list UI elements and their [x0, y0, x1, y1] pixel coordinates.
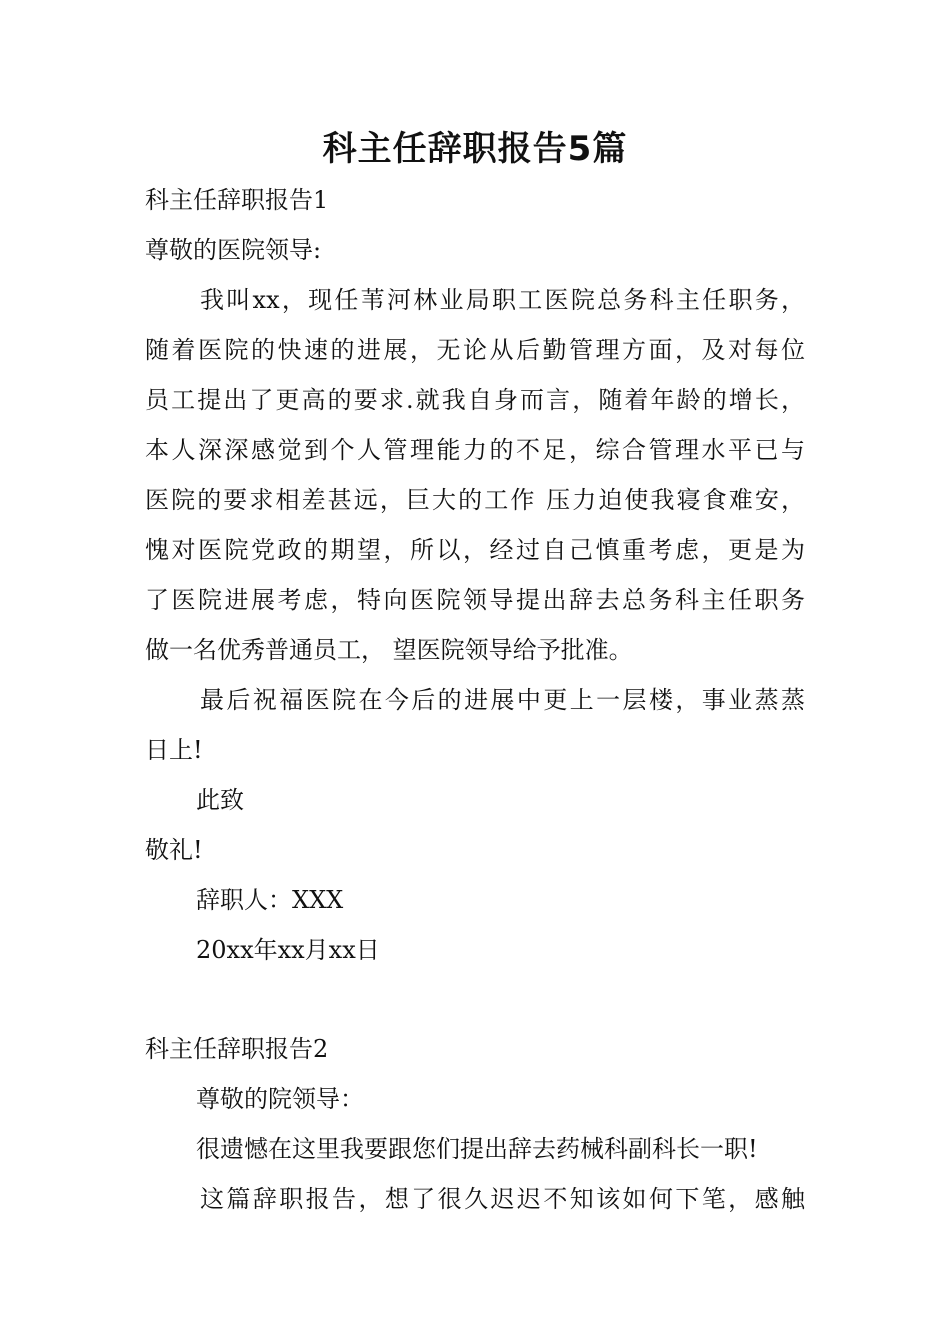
section1-paragraph1-line: 本人深深感觉到个人管理能力的不足，综合管理水平已与	[145, 436, 805, 464]
section1-paragraph1-line: 医院的要求相差甚远，巨大的工作 压力迫使我寝食难安，	[145, 486, 805, 514]
section2-salutation: 尊敬的院领导：	[196, 1085, 364, 1113]
section2-line-2: 这篇辞职报告，想了很久迟迟不知该如何下笔，感触	[200, 1185, 805, 1213]
section2-line-1: 很遗憾在这里我要跟您们提出辞去药械科副科长一职!	[196, 1135, 758, 1163]
section1-paragraph1-line: 随着医院的快速的进展，无论从后勤管理方面，及对每位	[145, 336, 805, 364]
section1-paragraph1-line: 愧对医院党政的期望，所以，经过自己慎重考虑，更是为	[145, 536, 805, 564]
section1-closing-1: 此致	[196, 786, 244, 814]
document-title: 科主任辞职报告5篇	[322, 129, 628, 169]
section1-paragraph1-line: 员工提出了更高的要求.就我自身而言，随着年龄的增长，	[145, 386, 805, 414]
section1-closing-2: 敬礼!	[145, 836, 203, 864]
section1-paragraph1-line: 做一名优秀普通员工， 望医院领导给予批准。	[145, 636, 633, 664]
section1-signature: 辞职人：XXX	[196, 886, 344, 914]
section1-paragraph1-line: 了医院进展考虑，特向医院领导提出辞去总务科主任职务	[145, 586, 805, 614]
section1-date: 20xx年xx月xx日	[196, 936, 380, 964]
section1-salutation: 尊敬的医院领导:	[145, 236, 322, 264]
section2-heading: 科主任辞职报告2	[145, 1035, 329, 1063]
section1-paragraph2-line: 日上!	[145, 736, 203, 764]
section1-paragraph1-line: 我叫xx，现任苇河林业局职工医院总务科主任职务，	[200, 286, 805, 314]
section1-heading: 科主任辞职报告1	[145, 186, 329, 214]
section1-paragraph2-line: 最后祝福医院在今后的进展中更上一层楼，事业蒸蒸	[200, 686, 805, 714]
